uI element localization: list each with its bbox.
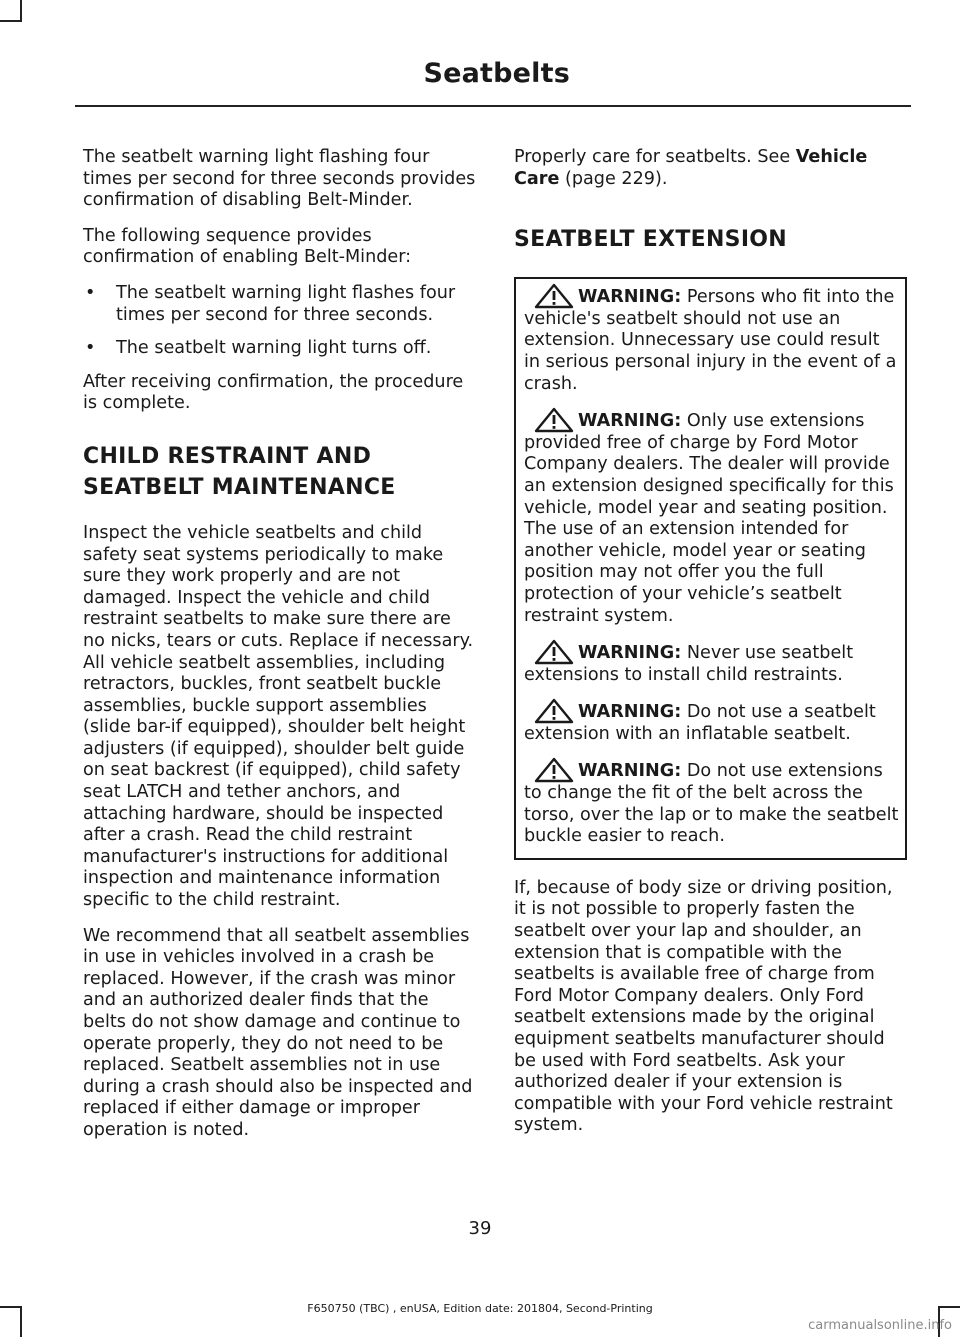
list-item: • The seatbelt warning light turns off. <box>85 338 432 359</box>
bullet-icon: • <box>85 338 96 359</box>
warning-item: WARNING: Persons who fit into the vehicle's seatbelt should not use an extension. Unnecessary use could result in serious personal injury in the event of a crash. <box>524 287 899 395</box>
paragraph-inspect: Inspect the vehicle seatbelts and child safety seat systems periodically to make sure they work properly and are not damaged. Inspect the vehicle and child restraint seatbelts to make sure there are no nicks, tears or cuts. Replace if necessary. All vehicle seatbelt assemblies, including retractors, buckles, front seatbelt buckle assemblies, buckle support assemblies (slide bar-if equipped), shoulder belt height adjusters (if equipped), shoulder belt guide on seat backrest (if equipped), child safety seat LATCH and tether anchors, and attaching hardware, should be inspected after a crash. Read the child restraint manufacturer's instructions for additional inspection and maintenance information specific to the child restraint. <box>83 522 474 911</box>
warning-item: WARNING: Only use extensions provided free of charge by Ford Motor Company dealers. The dealer will provide an extension designed specifically for this vehicle, model year and seating position. The use of an extension intended for another vehicle, model year or seating position may not offer you the full protection of your vehicle’s seatbelt restraint system. <box>524 411 899 627</box>
warning-item: WARNING: Never use seatbelt extensions to install child restraints. <box>524 643 899 686</box>
paragraph-procedure-complete: After receiving confirmation, the procedure is complete. <box>83 371 464 414</box>
warning-triangle-icon <box>534 757 574 783</box>
page-title: Seatbelts <box>423 58 570 89</box>
vehicle-care-link[interactable]: Vehicle Care <box>514 147 868 189</box>
section-heading-maintenance: CHILD RESTRAINT AND SEATBELT MAINTENANCE <box>83 443 396 500</box>
warning-item: WARNING: Do not use a seatbelt extension with an inflatable seatbelt. <box>524 702 899 745</box>
watermark: carmanualsonline.info <box>808 1318 952 1333</box>
paragraph-replace-recommendation: We recommend that all seatbelt assemblies in use in vehicles involved in a crash be replaced. However, if the crash was minor and an authorized dealer finds that the belts do not show damage and continue to operate properly, they do not need to be replaced. Seatbelt assemblies not in use during a crash should also be inspected and replaced if either damage or improper operation is noted. <box>83 925 473 1140</box>
page-number: 39 <box>468 1218 492 1239</box>
edition-info: F650750 (TBC) , enUSA, Edition date: 201804, Second-Printing <box>307 1302 653 1315</box>
crop-mark-top-left-h <box>0 20 22 22</box>
warning-triangle-icon <box>534 407 574 433</box>
warning-box <box>514 277 907 860</box>
bullet-list <box>83 283 476 360</box>
warning-triangle-icon <box>534 698 574 724</box>
paragraph-care: Properly care for seatbelts. See Vehicle Care (page 229). <box>514 147 868 189</box>
paragraph-extension-availability: If, because of body size or driving position, it is not possible to properly fasten the seatbelt over your lap and shoulder, an extension that is compatible with the seatbelts is available free of charge from Ford Motor Company dealers. Only Ford seatbelt extensions made by the original equipment seatbelts manufacturer should be used with Ford seatbelts. Ask your authorized dealer if your extension is compatible with your Ford vehicle restraint system. <box>514 877 893 1136</box>
warning-triangle-icon <box>534 283 574 309</box>
bullet-icon: • <box>85 282 96 303</box>
right-column <box>514 147 907 1151</box>
left-column <box>83 147 476 1156</box>
paragraph-disable-confirmation: The seatbelt warning light flashing four times per second for three seconds provides confirmation of disabling Belt-Minder. <box>83 147 476 211</box>
warning-triangle-icon <box>534 639 574 665</box>
warning-item: WARNING: Do not use extensions to change the fit of the belt across the torso, over the lap or to make the seatbelt buckle easier to reach. <box>524 761 899 847</box>
paragraph-enable-sequence: The following sequence provides confirmation of enabling Belt-Minder: <box>83 225 412 268</box>
crop-mark-top-left <box>20 0 22 22</box>
list-item: • The seatbelt warning light flashes four times per second for three seconds. <box>85 282 456 325</box>
header-divider <box>75 105 911 107</box>
section-heading-extension: SEATBELT EXTENSION <box>514 227 788 253</box>
